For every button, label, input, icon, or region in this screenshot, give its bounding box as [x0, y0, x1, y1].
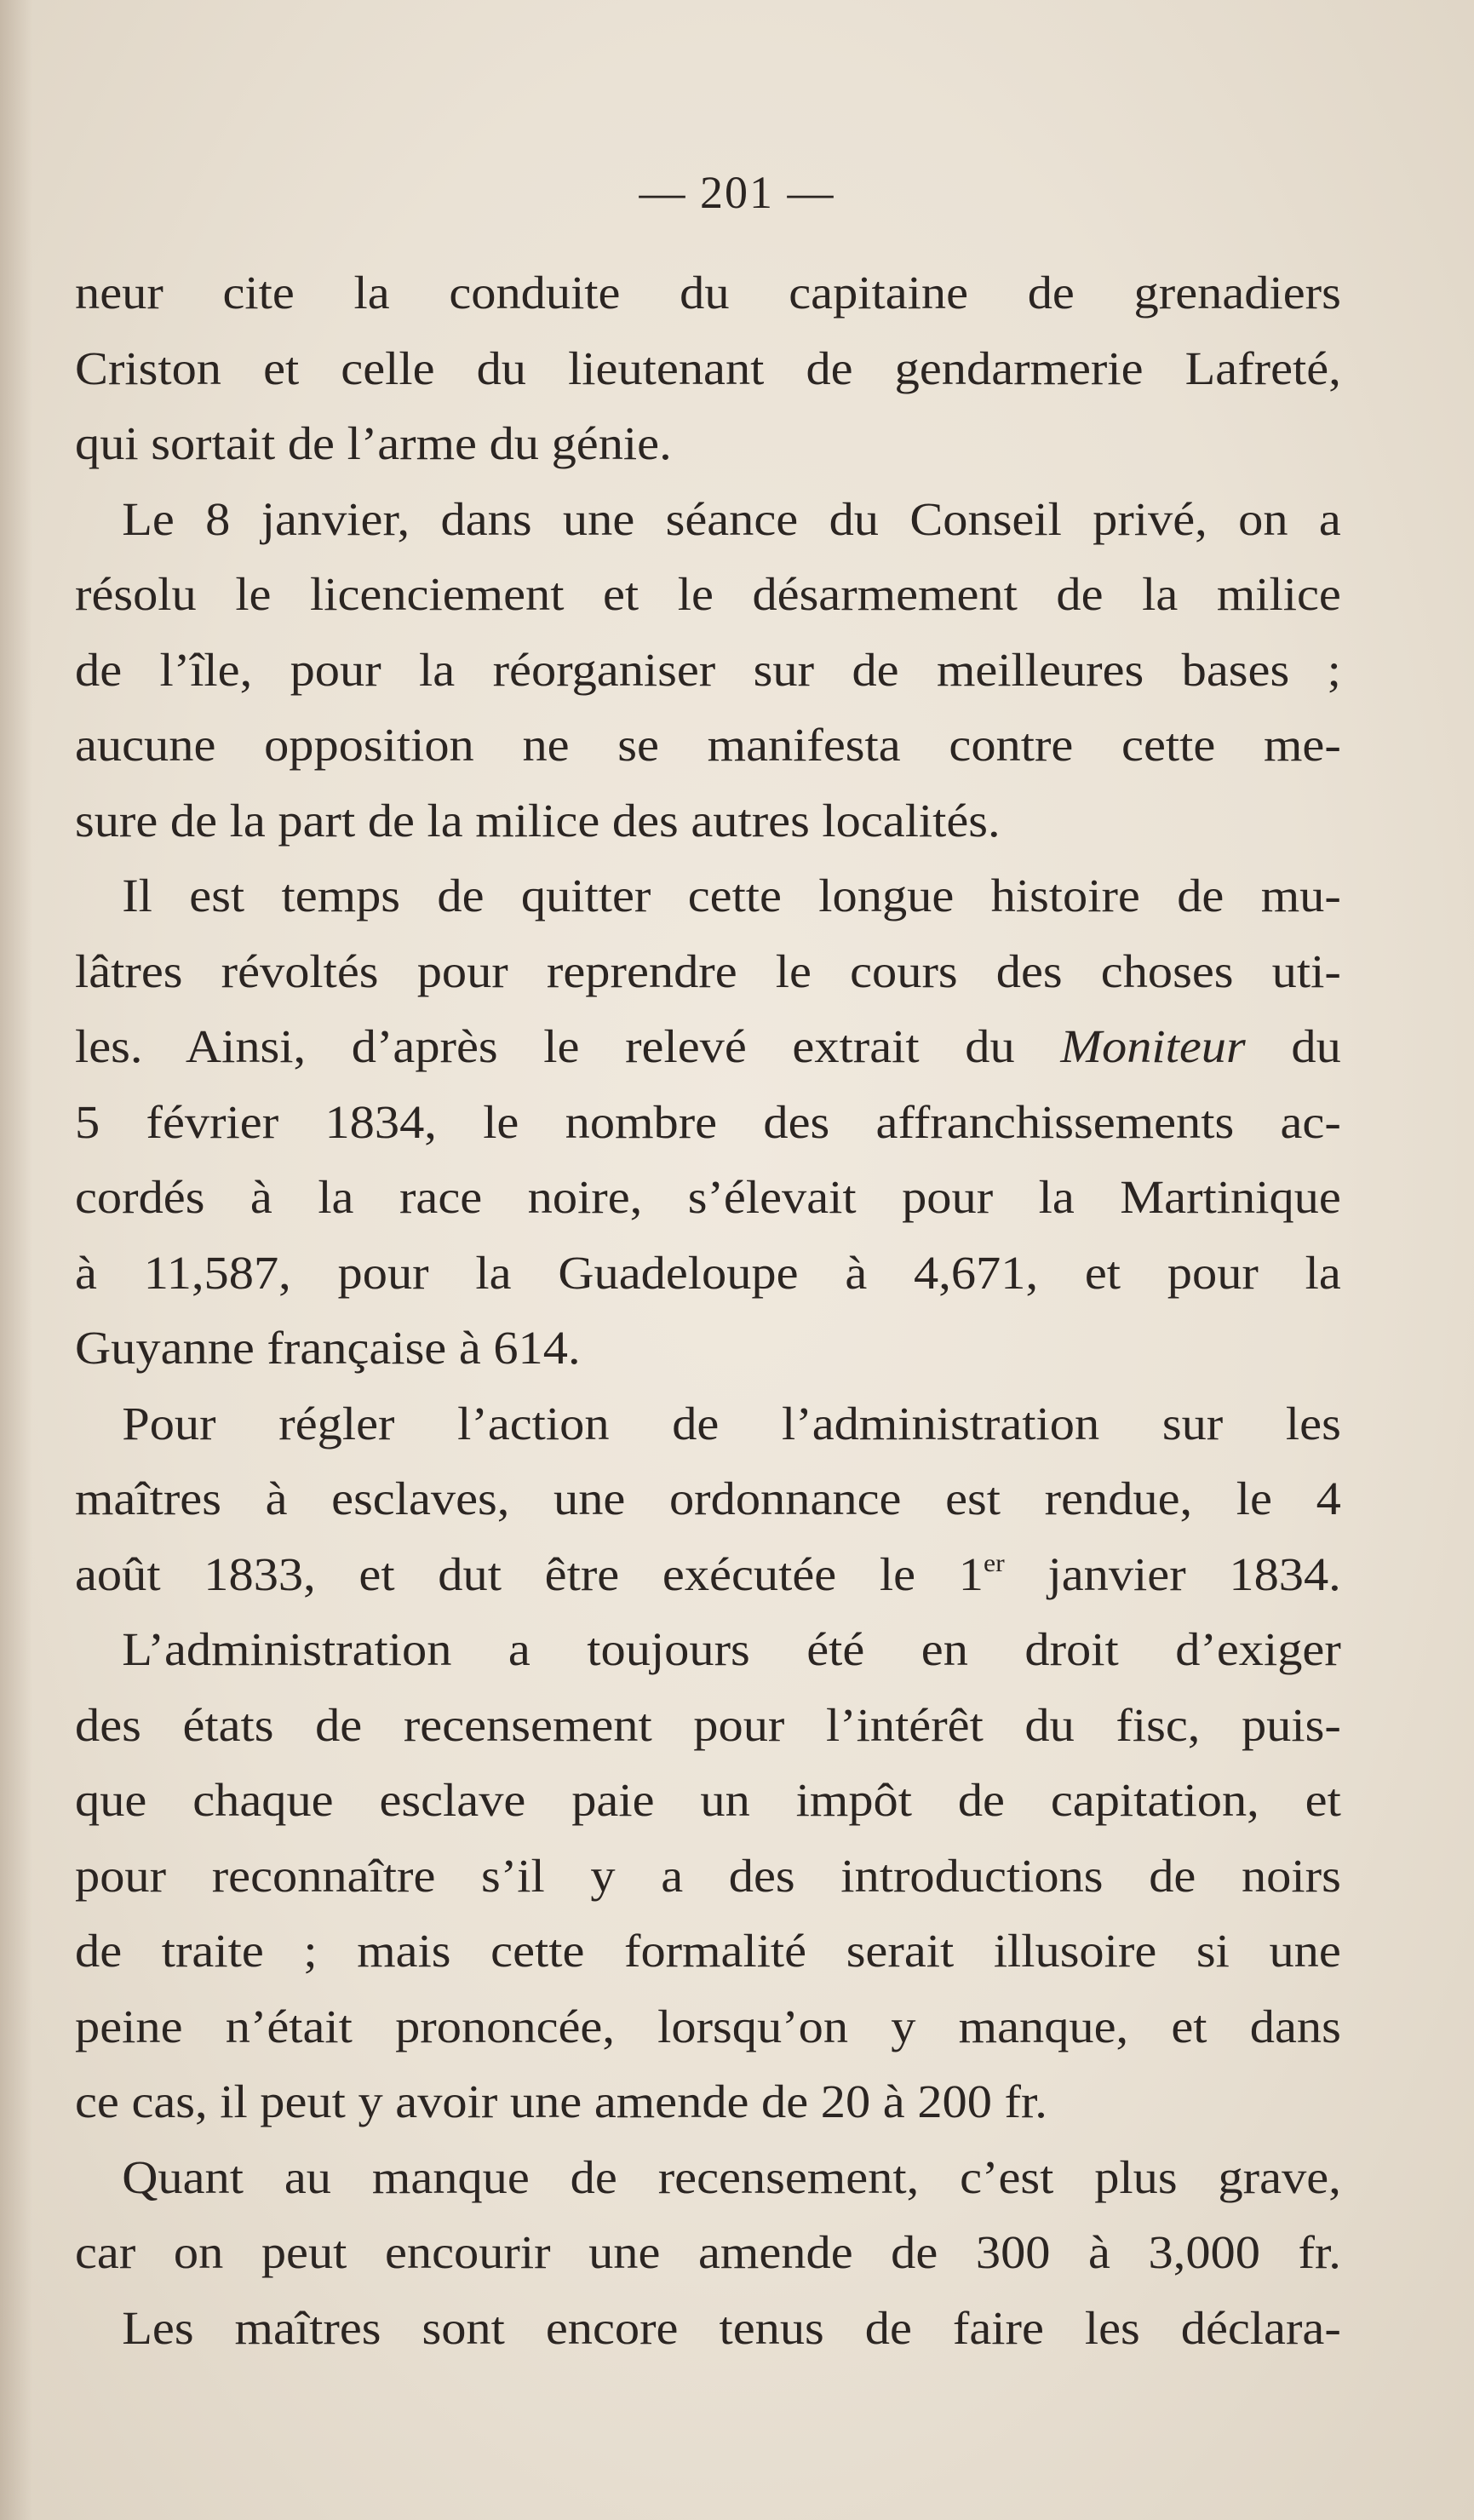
text-line: car on peut encourir une amende de 300 à 3,000 fr. — [75, 2226, 1341, 2278]
text-segment: les. Ainsi, d’après le relevé extrait du — [75, 1020, 1061, 1072]
text-line: cordés à la race noire, s’élevait pour la Martinique — [75, 1171, 1341, 1223]
text-line: Les maîtres sont encore tenus de faire les déclara- — [122, 2301, 1341, 2354]
text-line: Criston et celle du lieutenant de gendarmerie Lafreté, — [75, 342, 1341, 394]
text-line: Il est temps de quitter cette longue histoire de mu- — [122, 870, 1341, 921]
body-text — [75, 255, 1341, 2366]
text-line: maîtres à esclaves, une ordonnance est rendue, le 4 — [75, 1472, 1341, 1524]
text-line: L’administration a toujours été en droit d’exiger — [122, 1623, 1341, 1675]
italic-title: Moniteur — [1060, 1020, 1246, 1072]
text-line: résolu le licenciement et le désarmement de la milice — [75, 568, 1341, 620]
page-number: — 201 — — [639, 167, 835, 218]
text-line: aucune opposition ne se manifesta contre cette me- — [75, 719, 1341, 771]
text-line: de l’île, pour la réorganiser sur de meilleures bases ; — [75, 643, 1341, 696]
text-line: lâtres révoltés pour reprendre le cours des choses uti- — [75, 944, 1341, 997]
text-segment: du — [1245, 1020, 1341, 1072]
text-line: Le 8 janvier, dans une séance du Conseil privé, on a — [122, 492, 1341, 545]
text-segment: janvier 1834. — [1004, 1547, 1341, 1600]
text-segment: août 1833, et dut être exécutée le 1 — [75, 1547, 984, 1600]
text-line — [75, 1537, 1341, 1613]
text-line: Pour régler l’action de l’administration sur les — [122, 1397, 1341, 1449]
text-line: Quant au manque de recensement, c’est plus grave, — [122, 2150, 1341, 2203]
text-line: 5 février 1834, le nombre des affranchissements ac- — [75, 1095, 1341, 1148]
text-line: à 11,587, pour la Guadeloupe à 4,671, et pour la — [75, 1246, 1341, 1299]
text-line: ce cas, il peut y avoir une amende de 20 à 200 fr. — [75, 2075, 1047, 2127]
text-line: peine n’était prononcée, lorsqu’on y manque, et dans — [75, 2000, 1341, 2052]
text-line: pour reconnaître s’il y a des introductions de noirs — [75, 1849, 1341, 1902]
text-line: des états de recensement pour l’intérêt du fisc, puis- — [75, 1698, 1341, 1751]
text-line: que chaque esclave paie un impôt de capitation, et — [75, 1774, 1341, 1826]
text-line: Guyanne française à 614. — [75, 1322, 581, 1374]
text-line: de traite ; mais cette formalité serait illusoire si une — [75, 1925, 1341, 1977]
text-line: qui sortait de l’arme du génie. — [75, 417, 672, 469]
superscript: er — [983, 1548, 1005, 1577]
page-edge-shadow — [0, 0, 32, 2520]
text-line — [75, 1009, 1341, 1085]
text-line: neur cite la conduite du capitaine de grenadiers — [75, 267, 1341, 319]
text-line: sure de la part de la milice des autres localités. — [75, 794, 1001, 847]
